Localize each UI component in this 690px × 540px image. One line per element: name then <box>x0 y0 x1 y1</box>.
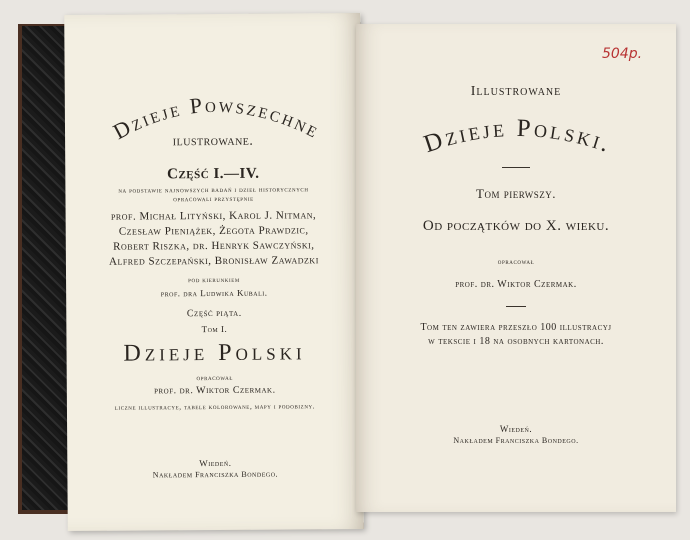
left-part-label: Część I.—IV. <box>167 165 260 183</box>
right-volume: Tom pierwszy. <box>476 186 556 201</box>
left-city: Wiedeń. <box>199 457 232 469</box>
right-range: Od początków do X. wieku. <box>422 218 610 234</box>
left-contents-note: liczne illustracye, tabele kolorowane, mapy i podobizny. <box>114 402 316 412</box>
right-note-line2: w tekscie i 18 na osobnych kartonach. <box>428 336 604 347</box>
left-editor: prof. dr. Wiktor Czermak. <box>154 384 276 397</box>
left-page <box>64 13 364 531</box>
svg-text:Dzieje Polski. <box>421 115 616 159</box>
left-basis-line1: na podstawie najnowszych badań i dzieł historycznych <box>118 185 309 195</box>
left-author-line: Czesław Pieniążek, Żegota Prawdzic, <box>118 224 309 238</box>
left-author-line: Robert Riszka, dr. Henryk Sawczyński, <box>113 239 315 253</box>
left-author-line: Alfred Szczepański, Bronisław Zawadzki <box>108 254 319 268</box>
left-title-arc <box>65 83 362 175</box>
right-prepared-label: opracował <box>497 258 535 266</box>
title-divider <box>502 167 530 168</box>
left-title-line2: ilustrowane. <box>172 133 254 150</box>
left-volume: Tom I. <box>201 323 228 335</box>
right-page <box>356 24 676 512</box>
left-prepared-label: opracował <box>196 373 234 383</box>
left-publisher: Nakładem Franciszka Bondego. <box>152 469 279 480</box>
right-title-line1: Illustrowane <box>470 84 562 99</box>
left-part-five: Część piąta. <box>186 307 242 320</box>
right-note-line1: Tom ten zawiera przeszło 100 illustracyj <box>420 322 612 333</box>
right-city: Wiedeń. <box>499 424 533 434</box>
right-publisher: Nakładem Franciszka Bondego. <box>453 436 579 445</box>
left-book-title: Dzieje Polski <box>123 339 306 367</box>
left-title-arc-text: Dzieje Powszechne <box>108 91 325 145</box>
left-director: prof. dra Ludwika Kubali. <box>160 287 268 299</box>
left-direction-label: pod kierunkiem <box>188 275 240 285</box>
left-basis-line2: opracowali przystępnie <box>173 194 254 204</box>
pencil-price-note: 504p. <box>602 46 643 62</box>
left-author-line: prof. Michał Lityński, Karol J. Nitman, <box>110 209 317 223</box>
right-title-arc <box>356 106 676 176</box>
right-title-arc-text: Dzieje Polski. <box>420 114 616 159</box>
editor-divider <box>506 306 526 307</box>
right-editor: prof. dr. Wiktor Czermak. <box>455 279 577 290</box>
